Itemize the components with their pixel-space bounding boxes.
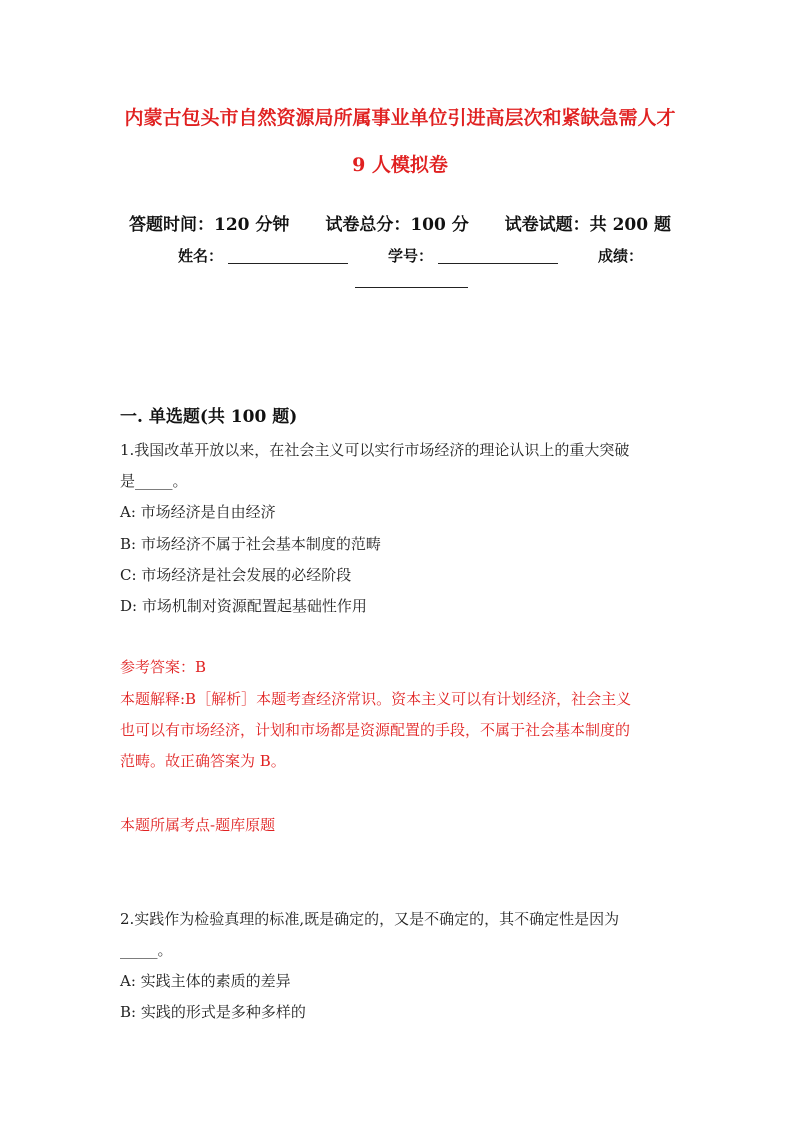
exam-question-count: 试卷试题：共 200 题	[504, 215, 671, 235]
name-blank[interactable]	[228, 245, 348, 264]
exam-time: 答题时间：120 分钟	[129, 215, 290, 235]
q2-option-a: A: 实践主体的素质的差异	[120, 972, 291, 990]
score-blank[interactable]	[355, 269, 468, 288]
score-label: 成绩：	[598, 247, 644, 265]
q1-option-b: B: 市场经济不属于社会基本制度的范畴	[120, 535, 381, 553]
q1-stem-line1: 1.我国改革开放以来，在社会主义可以实行市场经济的理论认识上的重大突破	[120, 441, 630, 459]
exam-total-score: 试卷总分：100 分	[325, 215, 469, 235]
section-title: 一. 单选题(共 100 题)	[120, 407, 298, 427]
q2-option-b: B: 实践的形式是多种多样的	[120, 1003, 306, 1021]
q2-stem-line1: 2.实践作为检验真理的标准,既是确定的，又是不确定的，其不确定性是因为	[120, 910, 620, 928]
student-id-blank[interactable]	[438, 245, 558, 264]
exam-title-line2: 9 人模拟卷	[352, 154, 448, 176]
name-label: 姓名：	[178, 247, 224, 265]
q1-option-a: A: 市场经济是自由经济	[120, 503, 276, 521]
q1-option-d: D: 市场机制对资源配置起基础性作用	[120, 597, 367, 615]
exam-title-line1: 内蒙古包头市自然资源局所属事业单位引进高层次和紧缺急需人才	[124, 107, 676, 129]
q1-explanation-line3: 范畴。故正确答案为 B。	[120, 752, 286, 770]
q1-source: 本题所属考点-题库原题	[120, 816, 276, 834]
exam-meta	[0, 210, 800, 235]
q1-answer: 参考答案：B	[120, 658, 207, 676]
student-id-label: 学号：	[388, 247, 434, 265]
q1-stem-line2: 是_____。	[120, 472, 188, 490]
q1-explanation-line2: 也可以有市场经济，计划和市场都是资源配置的手段，不属于社会基本制度的	[120, 721, 631, 739]
q1-option-c: C: 市场经济是社会发展的必经阶段	[120, 566, 352, 584]
q2-stem-line2: _____。	[120, 941, 173, 959]
q1-explanation-line1: 本题解释:B［解析］本题考查经济常识。资本主义可以有计划经济，社会主义	[120, 690, 632, 708]
